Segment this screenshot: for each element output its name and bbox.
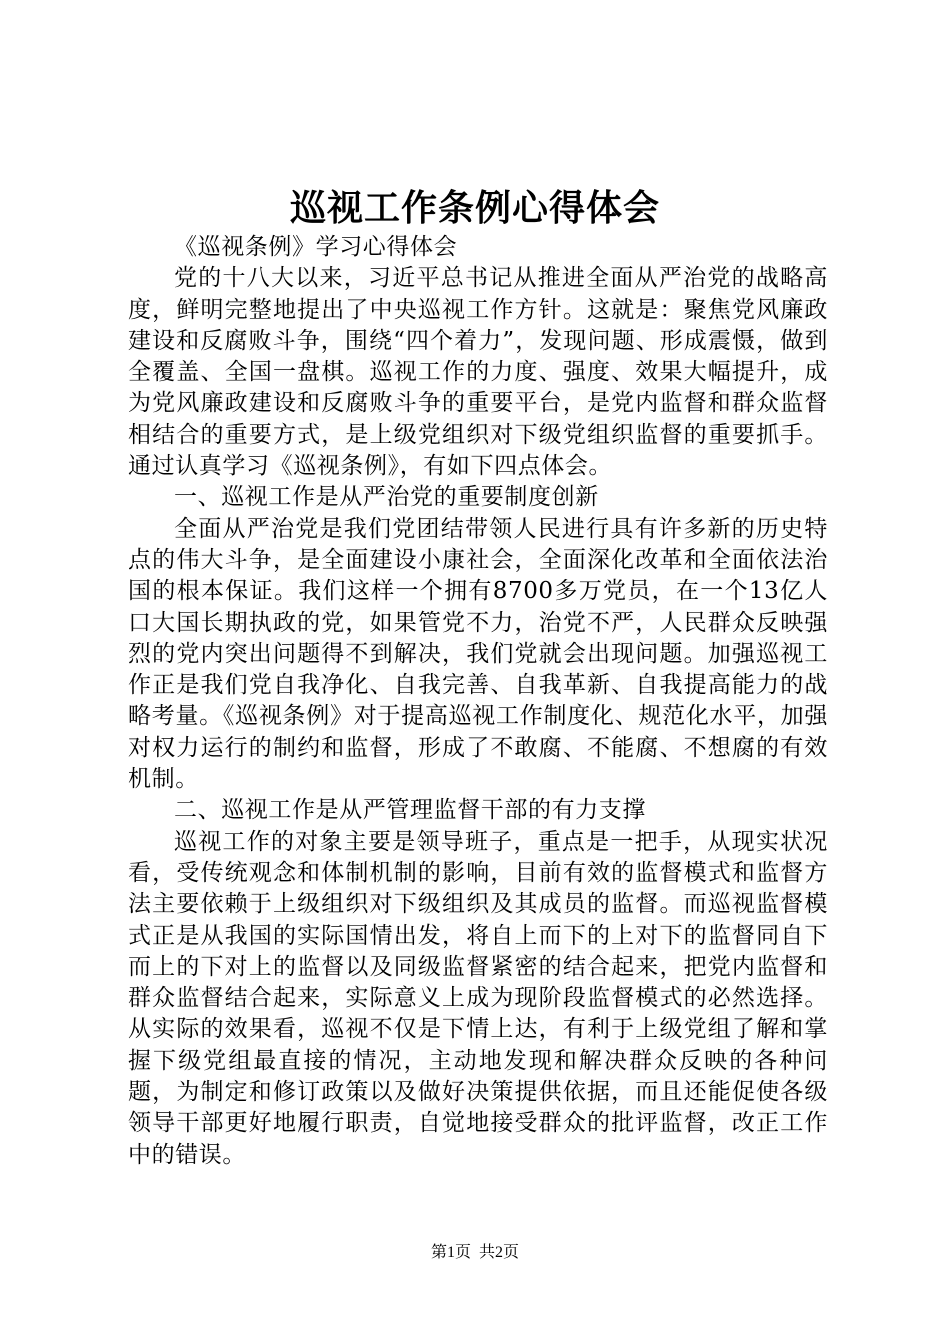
- page-number: 第1页: [430, 1244, 471, 1261]
- section-heading-2: 二、巡视工作是从严管理监督干部的有力支撑: [174, 797, 646, 824]
- section-paragraph-1: 全面从严治党是我们党团结带领人民进行具有许多新的历史特点的伟大斗争，是全面建设小康社会，全面深化改革和全面依法治国的根本保证。我们这样一个拥有8700多万党员，在一个13亿人口大国长期执政的党，如果管党不力，治党不严，人民群众反映强烈的党内突出问题得不到解决，我们党就会出现问题。加强巡视工作正是我们党自我净化、自我完善、自我革新、自我提高能力的战略考量。《巡视条例》对于提高巡视工作制度化、规范化水平，加强对权力运行的制约和监督，形成了不敢腐、不能腐、不想腐的有效机制。: [128, 515, 828, 793]
- page-footer: [0, 1242, 950, 1264]
- section-paragraph-2: 巡视工作的对象主要是领导班子，重点是一把手，从现实状况看，受传统观念和体制机制的影响，目前有效的监督模式和监督方法主要依赖于上级组织对下级组织及其成员的监督。而巡视监督模式正是从我国的实际国情出发，将自上而下的上对下的监督同自下而上的下对上的监督以及同级监督紧密的结合起来，把党内监督和群众监督结合起来，实际意义上成为现阶段监督模式的必然选择。从实际的效果看，巡视不仅是下情上达，有利于上级党组了解和掌握下级党组最直接的情况，主动地发现和解决群众反映的各种问题，为制定和修订政策以及做好决策提供依据，而且还能促使各级领导干部更好地履行职责，自觉地接受群众的批评监督，改正工作中的错误。: [128, 828, 828, 1168]
- subtitle-paragraph: 《巡视条例》学习心得体会: [174, 234, 458, 260]
- section-heading-1: 一、巡视工作是从严治党的重要制度创新: [174, 484, 599, 511]
- intro-paragraph: 党的十八大以来，习近平总书记从推进全面从严治党的战略高度，鲜明完整地提出了中央巡视工作方针。这就是：聚焦党风廉政建设和反腐败斗争，围绕“四个着力”，发现问题、形成震慑，做到全覆盖、全国一盘棋。巡视工作的力度、强度、效果大幅提升，成为党风廉政建设和反腐败斗争的重要平台，是党内监督和群众监督相结合的重要方式，是上级党组织对下级党组织监督的重要抓手。通过认真学习《巡视条例》，有如下四点体会。: [128, 265, 828, 480]
- page-total: 共2页: [479, 1244, 520, 1261]
- document-body: [128, 232, 828, 1171]
- page-title: 巡视工作条例心得体会: [289, 187, 660, 229]
